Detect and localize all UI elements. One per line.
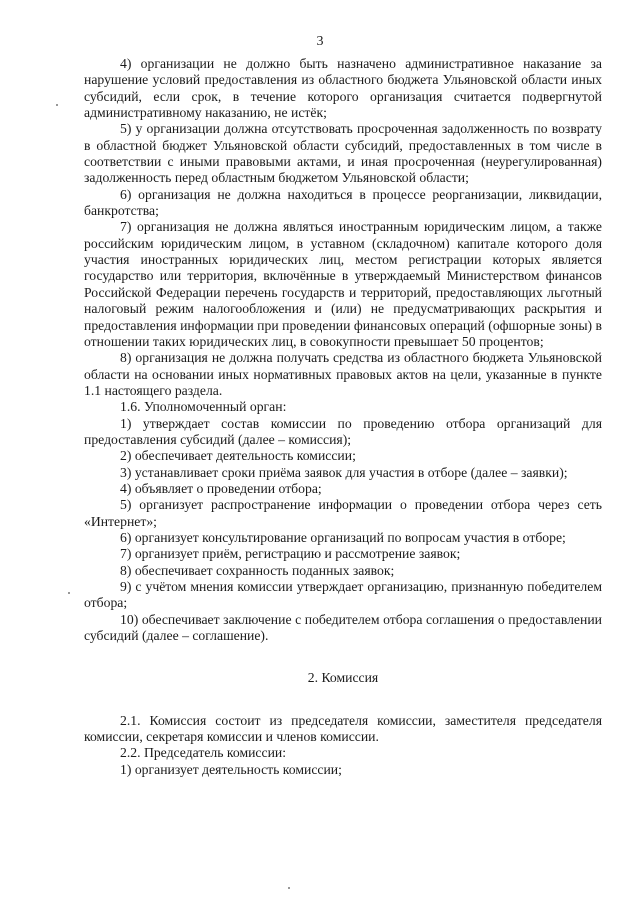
authority-duty-6: 6) организует консультирование организаций по вопросам участия в отборе;	[120, 529, 566, 545]
document-body	[84, 56, 602, 778]
authority-duty-3: 3) устанавливает сроки приёма заявок для участия в отборе (далее – заявки);	[120, 464, 568, 480]
scan-speck	[56, 104, 58, 106]
authority-duty-8: 8) обеспечивает сохранность поданных заявок;	[120, 562, 395, 578]
authority-duty-5: 5) организует распространение информации о проведении отбора через сеть «Интернет»;	[84, 497, 602, 529]
authority-duty-9: 9) с учётом мнения комиссии утверждает организацию, признанную победителем отбора;	[84, 579, 602, 611]
paragraph-item-4: 4) организации не должно быть назначено административное наказание за нарушение условий предоставления из областного бюджета Ульяновской области иных субсидий, если срок, в течение которого организация считается подвергнутой административному наказанию, не истёк;	[84, 56, 602, 121]
clause-2-1: 2.1. Комиссия состоит из председателя комиссии, заместителя председателя комиссии, секретаря комиссии и членов комиссии.	[84, 712, 602, 745]
authority-duty-2: 2) обеспечивает деятельность комиссии;	[120, 448, 356, 464]
scan-speck	[288, 887, 290, 889]
clause-1-6-heading: 1.6. Уполномоченный орган:	[120, 399, 287, 415]
authority-duty-4: 4) объявляет о проведении отбора;	[120, 480, 322, 496]
paragraph-item-8: 8) организация не должна получать средства из областного бюджета Ульяновской области на основании иных нормативных правовых актов на цели, указанные в пункте 1.1 настоящего раздела.	[84, 350, 602, 398]
clause-2-2-heading: 2.2. Председатель комиссии:	[120, 745, 287, 761]
section-title: 2. Комиссия	[307, 670, 379, 686]
chairman-duty-1: 1) организует деятельность комиссии;	[120, 761, 342, 777]
paragraph-item-5: 5) у организации должна отсутствовать просроченная задолженность по возврату в областной бюджет Ульяновской области субсидий, предоставленных в том числе в соответствии с иными правовыми актами, и иная просроченная (неурегулированная) задолженность перед областным бюджетом Ульяновской области;	[84, 121, 602, 186]
authority-duty-1: 1) утверждает состав комиссии по проведению отбора организаций для предоставления субсидий (далее – комиссия);	[84, 415, 602, 447]
paragraph-item-7: 7) организация не должна являться иностранным юридическим лицом, а также российским юридическим лицом, в уставном (складочном) капитале которого доля участия иностранных юридических лиц, местом регистрации которых является государство или территория, включённые в утверждаемый Министерством финансов Российской Федерации перечень государств и территорий, предоставляющих льготный налоговый режим налогообложения и (или) не предусматривающих раскрытия и предоставления информации при проведении финансовых операций (офшорные зоны) в отношении таких юридических лиц, в совокупности превышает 50 процентов;	[84, 219, 602, 349]
paragraph-item-6: 6) организация не должна находиться в процессе реорганизации, ликвидации, банкротства;	[84, 186, 602, 219]
page-number: 3	[316, 34, 324, 49]
authority-duty-7: 7) организует приём, регистрацию и рассмотрение заявок;	[120, 546, 461, 562]
authority-duty-10: 10) обеспечивает заключение с победителем отбора соглашения о предоставлении субсидий (далее – соглашение).	[84, 611, 602, 644]
scan-speck	[68, 592, 70, 594]
